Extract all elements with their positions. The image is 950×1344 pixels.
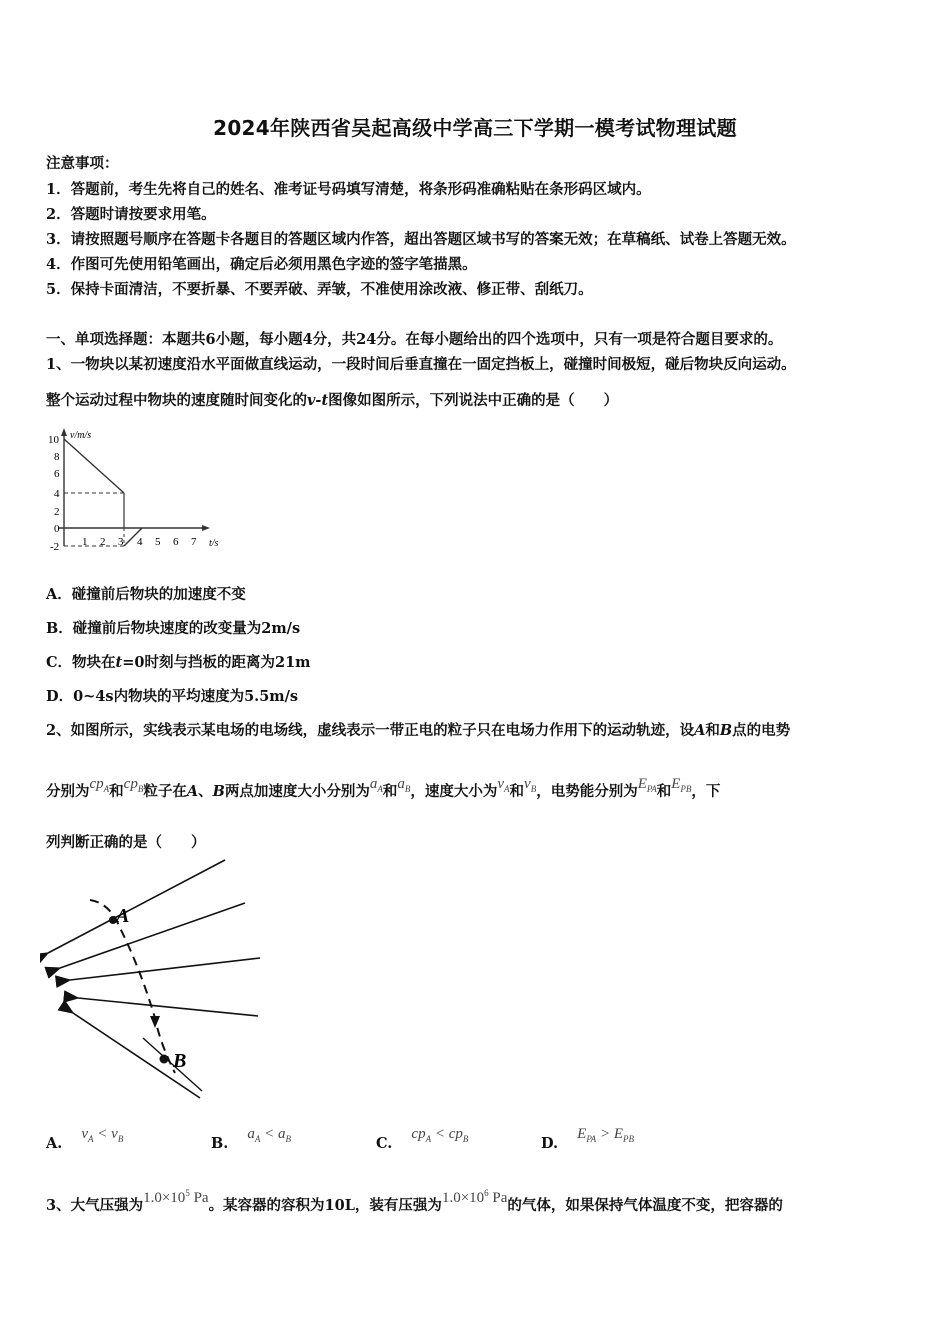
q2-l2-comma: 、 [198, 783, 213, 800]
q2-aA-base: a [369, 776, 378, 792]
graph-y-tick-2: 2 [54, 506, 60, 518]
q2-l2-he2: 和 [382, 783, 398, 800]
q3-e2: 6 [484, 1188, 489, 1198]
q2-EPB [671, 776, 691, 792]
graph-line-before [64, 439, 124, 493]
q2-vB-sub: B [530, 784, 537, 794]
graph-y-tick-10: 10 [48, 434, 59, 446]
graph-y-arrow [61, 428, 67, 436]
q2-opt-d-ls: PA [586, 1134, 597, 1144]
graph-x-tick-2: 2 [100, 536, 106, 548]
q2-opt-d-rs: PB [622, 1134, 634, 1144]
graph-y-label: v/m/s [70, 430, 92, 441]
q2-option-c [376, 1126, 469, 1154]
q2-l2-p4: ，速度大小为 [410, 783, 498, 800]
q2-line-2 [46, 776, 721, 802]
q1-line-2 [46, 389, 618, 410]
q2-opt-b-lhs: a [247, 1126, 255, 1142]
q3-m1: 1.0×10 [143, 1190, 186, 1206]
q2-field-figure [40, 858, 270, 1108]
point-b-label: B [173, 1050, 187, 1072]
q2-opt-a-rhs: v [111, 1126, 118, 1142]
q2-option-a-expr [81, 1126, 123, 1142]
graph-x-label: t/s [209, 538, 219, 549]
q3-pressure-2 [442, 1190, 507, 1206]
q2-opt-a-lhs: v [81, 1126, 89, 1142]
q2-cpB-base: cp [123, 776, 138, 792]
q2-opt-b-ls: A [254, 1134, 261, 1144]
q2-aB-base: a [397, 776, 405, 792]
q1-option-b: B．碰撞前后物块速度的改变量为2m/s [46, 620, 301, 637]
q2-he: 和 [705, 722, 720, 739]
q2-EPB-base: E [671, 776, 681, 792]
notice-item-5: 5．保持卡面清洁，不要折暴、不要弄破、弄皱，不准使用涂改液、修正带、刮纸刀。 [46, 281, 593, 298]
notice-item-4: 4．作图可先使用铅笔画出，确定后必须用黑色字迹的签字笔描黑。 [46, 256, 477, 273]
q1-vt: v-t [307, 392, 329, 409]
q2-cpA [90, 776, 110, 792]
q2-option-a [46, 1126, 124, 1154]
q3-u2: Pa [488, 1190, 508, 1206]
q2-point-a: A [694, 722, 706, 739]
graph-y-tick-0: 0 [54, 523, 60, 535]
field-line-3 [70, 958, 260, 980]
section1-heading: 一、单项选择题：本题共6小题，每小题4分，共24分。在每小题给出的四个选项中，只有一项是符合题目要求的。 [46, 331, 783, 348]
q2-opt-c-rs: B [462, 1134, 469, 1144]
q2-EPA-base: E [637, 776, 647, 792]
q2-option-a-letter: A. [46, 1135, 63, 1152]
q2-l2-A: A [186, 783, 199, 800]
q2-EPA [638, 776, 657, 792]
q1-vt-graph [44, 424, 234, 559]
graph-y-tick-4: 4 [54, 488, 60, 500]
graph-x-tick-7: 7 [191, 536, 197, 548]
q2-aB-sub: B [404, 784, 411, 794]
q1-line-2-a: 整个运动过程中物块的速度随时间变化的 [46, 392, 307, 409]
q2-opt-b-rs: B [285, 1134, 291, 1144]
q2-l2-he4: 和 [656, 783, 672, 800]
notice-heading: 注意事项： [46, 155, 119, 172]
q3-u1: Pa [189, 1190, 209, 1206]
field-line-4 [78, 998, 258, 1016]
q3-p3: 的气体，如果保持气体温度不变，把容器的 [507, 1197, 783, 1214]
q2-vA [497, 776, 509, 792]
page-title: 2024年陕西省吴起高级中学高三下学期一模考试物理试题 [213, 116, 737, 140]
q2-l2-p2: 粒子在 [143, 783, 187, 800]
point-b-dot [160, 1055, 169, 1064]
q2-opt-c-ls: A [425, 1134, 432, 1144]
q2-l2-p5: ，电势能分别为 [536, 783, 638, 800]
q2-opt-d-lhs: E [577, 1126, 587, 1142]
q3-line-1 [46, 1188, 783, 1215]
q2-aA [370, 776, 383, 792]
q2-cpA-sub: A [103, 784, 110, 794]
q2-option-d-expr [577, 1126, 634, 1142]
graph-x-tick-5: 5 [155, 536, 161, 548]
q2-l2-p1: 分别为 [46, 783, 90, 800]
q3-m2: 1.0×10 [441, 1190, 485, 1206]
q2-opt-a-op: < [93, 1126, 112, 1142]
q2-line-1 [46, 719, 790, 740]
q2-line-3: 列判断正确的是（ ） [46, 834, 206, 851]
q2-EPA-sub: PA [646, 784, 657, 794]
q2-cpB [124, 776, 144, 792]
q2-line-1-a: 2、如图所示，实线表示某电场的电场线，虚线表示一带正电的粒子只在电场力作用下的运动轨迹，设 [46, 722, 695, 739]
q2-option-b-letter: B. [211, 1135, 229, 1152]
graph-y-tick-neg2: -2 [50, 541, 60, 553]
q1-line-1: 1、一物块以某初速度沿水平面做直线运动，一段时间后垂直撞在一固定挡板上，碰撞时间极短，碰后物块反向运动。 [46, 356, 796, 373]
q2-cpA-base: cp [89, 776, 104, 792]
field-line-1 [48, 860, 225, 953]
q1-option-c-t: t [115, 654, 123, 671]
q2-vA-sub: A [504, 784, 510, 794]
q2-opt-c-lhs: cp [411, 1126, 426, 1142]
q2-opt-b-rhs: a [278, 1126, 286, 1142]
q2-l2-p6: ，下 [691, 783, 721, 800]
q2-opt-c-op: < [431, 1126, 449, 1142]
q2-l2-he1: 和 [109, 783, 124, 800]
graph-x-tick-3: 3 [118, 536, 124, 548]
q3-p2: 。某容器的容积为10L，装有压强为 [208, 1197, 442, 1214]
graph-x-arrow [202, 525, 210, 531]
q1-option-c-a: C．物块在 [46, 654, 116, 671]
graph-x-tick-6: 6 [173, 536, 179, 548]
q1-option-c-b: =0时刻与挡板的距离为21m [122, 654, 311, 671]
q2-l2-he3: 和 [509, 783, 525, 800]
q2-vA-base: v [497, 776, 505, 792]
q1-option-d: D．0~4s内物块的平均速度为5.5m/s [46, 688, 299, 705]
q2-option-d-letter: D. [541, 1135, 559, 1152]
notice-item-1: 1．答题前，考生先将自己的姓名、准考证号码填写清楚，将条形码准确粘贴在条形码区域内。 [46, 181, 651, 198]
q2-opt-b-op: < [260, 1126, 278, 1142]
graph-y-tick-6: 6 [54, 468, 60, 480]
q2-aA-sub: A [377, 784, 383, 794]
notice-item-3: 3．请按照题号顺序在答题卡各题目的答题区域内作答，超出答题区域书写的答案无效；在草稿纸、试卷上答题无效。 [46, 231, 796, 248]
q2-opt-a-ls: A [88, 1134, 94, 1144]
q1-option-a: A．碰撞前后物块的加速度不变 [46, 586, 246, 603]
q3-e1: 5 [185, 1188, 190, 1198]
q2-opt-c-rhs: cp [448, 1126, 463, 1142]
q2-vB-base: v [524, 776, 531, 792]
q2-option-d [541, 1126, 634, 1154]
field-line-2 [60, 903, 245, 968]
q2-l2-p3: 两点加速度大小分别为 [224, 783, 370, 800]
trajectory-arrow [150, 1016, 160, 1028]
q2-option-c-letter: C. [376, 1135, 393, 1152]
q3-pressure-1 [143, 1190, 208, 1206]
graph-y-tick-8: 8 [54, 451, 60, 463]
q2-point-b: B [719, 722, 733, 739]
q1-option-c [46, 651, 311, 672]
q2-EPB-sub: PB [680, 784, 692, 794]
q2-opt-d-op: > [596, 1126, 614, 1142]
q2-option-b [211, 1126, 291, 1154]
q2-cpB-sub: B [137, 784, 144, 794]
trajectory-path [90, 900, 175, 1073]
point-a-label: A [116, 905, 130, 927]
graph-x-tick-4: 4 [137, 536, 143, 548]
q2-line-1-b: 点的电势 [732, 722, 791, 739]
q2-aB [397, 776, 410, 792]
q2-option-b-expr [247, 1126, 291, 1142]
q3-p1: 3、大气压强为 [46, 1197, 144, 1214]
q2-vB [524, 776, 536, 792]
q2-l2-B: B [212, 783, 225, 800]
graph-x-tick-1: 1 [82, 536, 88, 548]
notice-item-2: 2．答题时请按要求用笔。 [46, 206, 216, 223]
q2-option-c-expr [411, 1126, 468, 1142]
q2-opt-a-rs: B [117, 1134, 124, 1144]
q2-opt-d-rhs: E [613, 1126, 623, 1142]
q1-line-2-b: 图像如图所示，下列说法中正确的是（ ） [328, 392, 619, 409]
